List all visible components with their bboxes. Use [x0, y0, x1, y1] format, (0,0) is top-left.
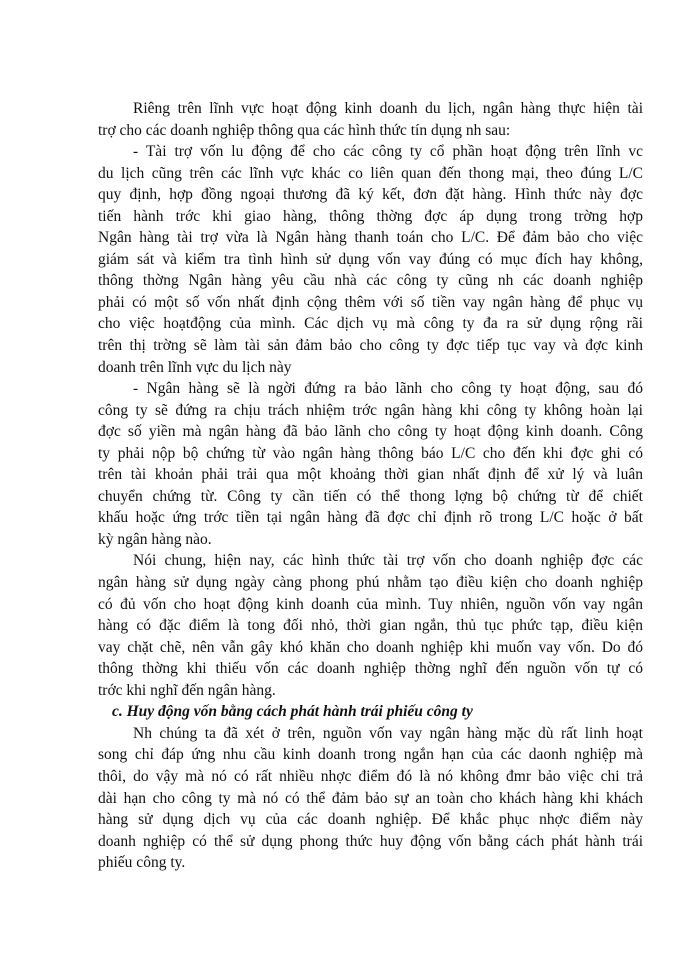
text-line: Ngân hàng tài trợ vừa là Ngân hàng thanh toán cho L/C. Để đảm bảo cho việc [98, 229, 643, 247]
text-line: - Ngân hàng sẽ là ngời đứng ra bảo lãnh cho công ty hoạt động, sau đó [133, 380, 643, 398]
text-line: trớc khi nghĩ đến ngân hàng. [98, 681, 276, 699]
text-line: thôi, do vậy mà nó có rất nhiều nhợc điểm đó là nó không đmr bảo việc chi trả [98, 767, 643, 785]
text-line: có đủ vốn cho hoạt động kinh doanh của mình. Tuy nhiên, nguồn vốn vay ngân [98, 595, 643, 613]
text-line: cho việc hoạtđộng của mình. Các dịch vụ mà công ty đa ra sử dụng rộng rãi [98, 315, 643, 333]
text-line: du lịch cũng trên các lĩnh vực khác co liên quan đến thong mại, theo đúng L/C [98, 164, 643, 182]
paragraph-bullet-2 [98, 378, 643, 550]
text-line: đợc số yiền mà ngân hàng đã bảo lãnh cho công ty hoạt động kinh doanh. Công [98, 423, 643, 441]
text-line: trên thị trờng sẽ làm tài sản đảm bảo cho công ty đợc tiếp tục vay và đợc kinh [98, 337, 643, 355]
text-line: hàng sử dụng dịch vụ của các doanh nghiệp. Để khắc phục nhợc điểm này [98, 811, 643, 829]
text-line: chuyển chứng từ. Công ty cần tiến có thể thong lợng bộ chứng từ để chiết [98, 487, 643, 505]
text-line: phải có một số vốn nhất định cộng thêm với số tiền vay ngân hàng để phục vụ [98, 293, 643, 311]
text-line: vay chặt chẽ, nên vẫn gây khó khăn cho doanh nghiệp khi muốn vay vốn. Do đó [98, 638, 643, 656]
text-line: thông thờng Ngân hàng yêu cầu nhà các công ty cũng nh các doanh nghiệp [98, 272, 643, 290]
paragraph-bullet-1 [98, 141, 643, 378]
text-line: Riêng trên lĩnh vực hoạt động kinh doanh du lịch, ngân hàng thực hiện tài [133, 100, 643, 117]
text-line: doanh nghiệp có thể sử dụng phong thức huy động vốn bằng cách phát hành trái [98, 832, 643, 850]
text-line: song chỉ đáp ứng nhu cầu kinh doanh trong ngắn hạn của các daonh nghiệp mà [98, 746, 643, 764]
text-line: trợ cho các doanh nghiệp thông qua các hình thức tín dụng nh sau: [98, 121, 511, 139]
text-line: quy định, hợp đồng ngoại thương đã ký kết, đơn đặt hàng. Hình thức này đợc [98, 186, 643, 204]
text-line: công ty sẽ đứng ra chịu trách nhiệm trớc ngân hàng khi công ty không hoàn lại [98, 401, 643, 419]
text-line: doanh trên lĩnh vực du lịch này [98, 358, 292, 376]
text-line: Nh chúng ta đã xét ở trên, nguồn vốn vay ngân hàng mặc dù rất linh hoạt [133, 724, 643, 742]
text-line: ngân hàng sử dụng ngày càng phong phú nhằm tạo điều kiện cho doanh nghiệp [98, 574, 643, 592]
text-line: phiếu công ty. [98, 854, 186, 872]
text-line: dài hạn cho công ty mà nó có thể đảm bảo sự an toàn cho khách hàng khi khách [98, 789, 643, 807]
text-line: thông thờng khi thiếu vốn các doanh nghiệp thờng nghĩ đến nguồn vốn tự có [98, 660, 643, 678]
document-body [98, 98, 643, 874]
text-line: khấu hoặc ứng trớc tiền tại ngân hàng đã đợc chỉ định rõ trong L/C hoặc ở bất [98, 509, 643, 527]
paragraph-bonds [98, 723, 643, 874]
paragraph-intro [98, 98, 643, 141]
text-line: tiến hành trớc khi giao hàng, thông thờng đợc áp dụng trong trờng hợp [98, 207, 643, 225]
text-line: Nói chung, hiện nay, các hình thức tài trợ vốn cho doanh nghiệp đợc các [133, 552, 643, 570]
paragraph-summary [98, 550, 643, 701]
text-line: hàng có đặc điểm là tong đối nhỏ, thời gian ngắn, thủ tục phức tạp, điều kiện [98, 617, 643, 635]
section-heading: c. Huy động vốn bằng cách phát hành trái phiếu công ty [112, 703, 473, 721]
text-line: kỳ ngân hàng nào. [98, 530, 212, 548]
text-line: ty phải nộp bộ chứng từ vào ngân hàng thông báo L/C cho đến khi đợc ghi có [98, 444, 643, 462]
text-line: - Tài trợ vốn lu động để cho các công ty cổ phần hoạt động trên lĩnh vc [133, 143, 643, 161]
text-line: giám sát và kiểm tra tình hình sử dụng vốn vay đúng có mục đích hay không, [98, 250, 643, 268]
text-line: trên tài khoản phải trải qua một khoảng thời gian nhất định để xử lý và luân [98, 466, 643, 484]
